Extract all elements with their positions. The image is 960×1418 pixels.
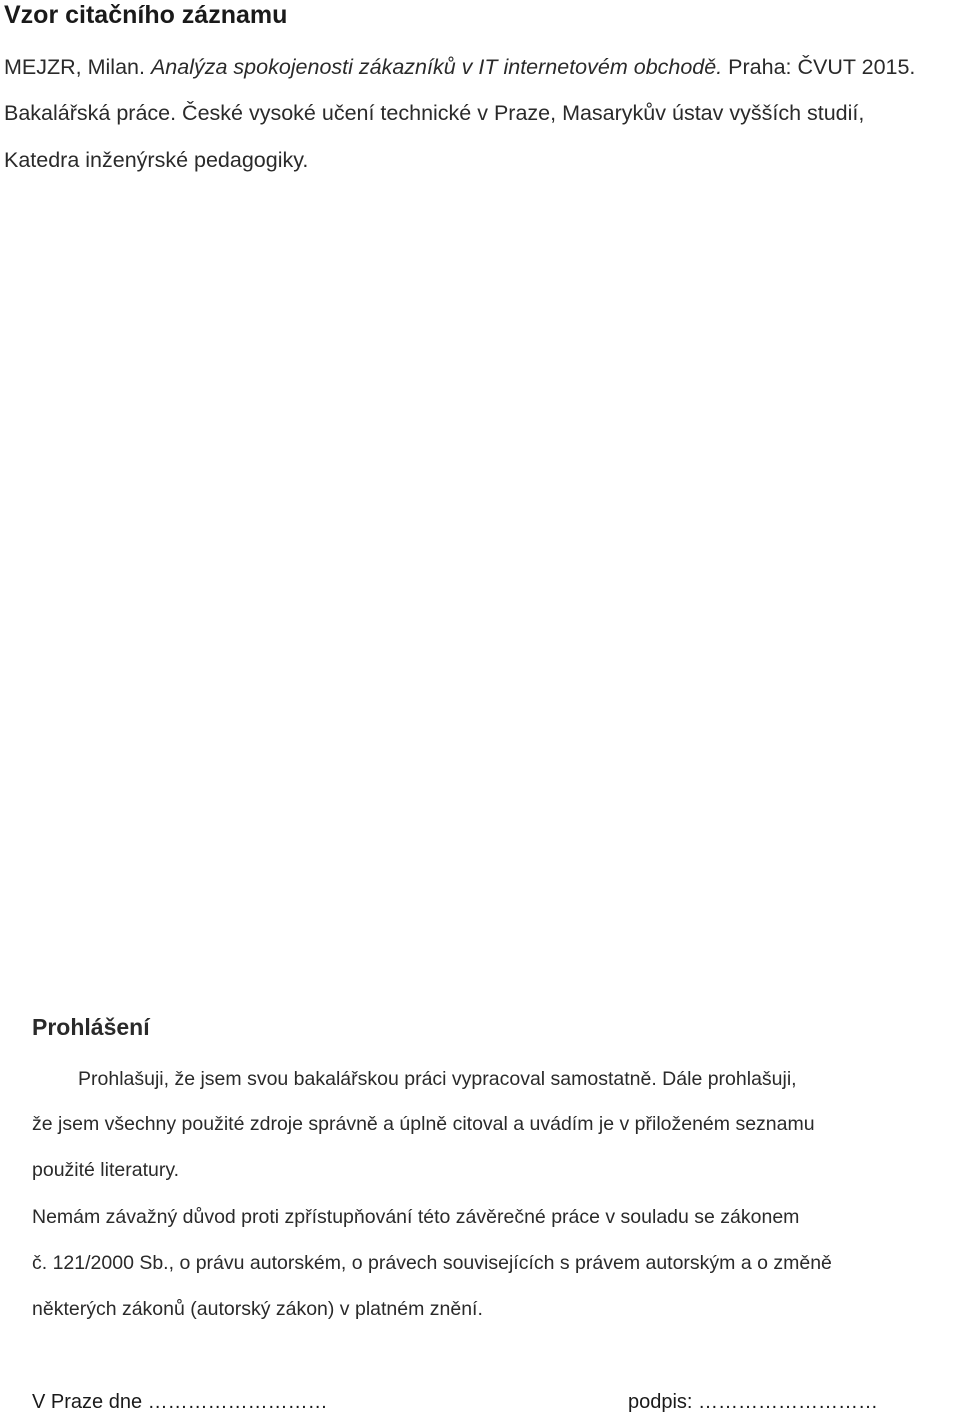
citation-heading: Vzor citačního záznamu bbox=[4, 1, 288, 29]
declaration-line: Nemám závažný důvod proti zpřístupňování této závěrečné práce v souladu se zákonem bbox=[32, 1206, 800, 1228]
declaration-line: Prohlašuji, že jsem svou bakalářskou práci vypracoval samostatně. Dále prohlašuji, bbox=[78, 1068, 797, 1090]
citation-title: Analýza spokojenosti zákazníků v IT internetovém obchodě. bbox=[150, 55, 723, 79]
citation-line-2: Bakalářská práce. České vysoké učení technické v Praze, Masarykův ústav vyšších studií, bbox=[4, 101, 865, 125]
citation-publication: Praha: ČVUT 2015. bbox=[722, 55, 916, 79]
citation-author: MEJZR, Milan. bbox=[4, 55, 151, 79]
signature-field: podpis: ……………………… bbox=[628, 1391, 879, 1413]
declaration-line: č. 121/2000 Sb., o právu autorském, o právech souvisejících s právem autorským a o změně bbox=[32, 1252, 832, 1274]
citation-line-3: Katedra inženýrské pedagogiky. bbox=[4, 148, 309, 172]
declaration-line: některých zákonů (autorský zákon) v platném znění. bbox=[32, 1298, 483, 1320]
place-date-field: V Praze dne ……………………… bbox=[32, 1391, 328, 1413]
citation-line-1 bbox=[4, 54, 915, 80]
declaration-heading: Prohlášení bbox=[32, 1014, 150, 1040]
declaration-line: že jsem všechny použité zdroje správně a úplně citoval a uvádím je v přiloženém seznamu bbox=[32, 1113, 815, 1135]
declaration-line: použité literatury. bbox=[32, 1159, 180, 1181]
